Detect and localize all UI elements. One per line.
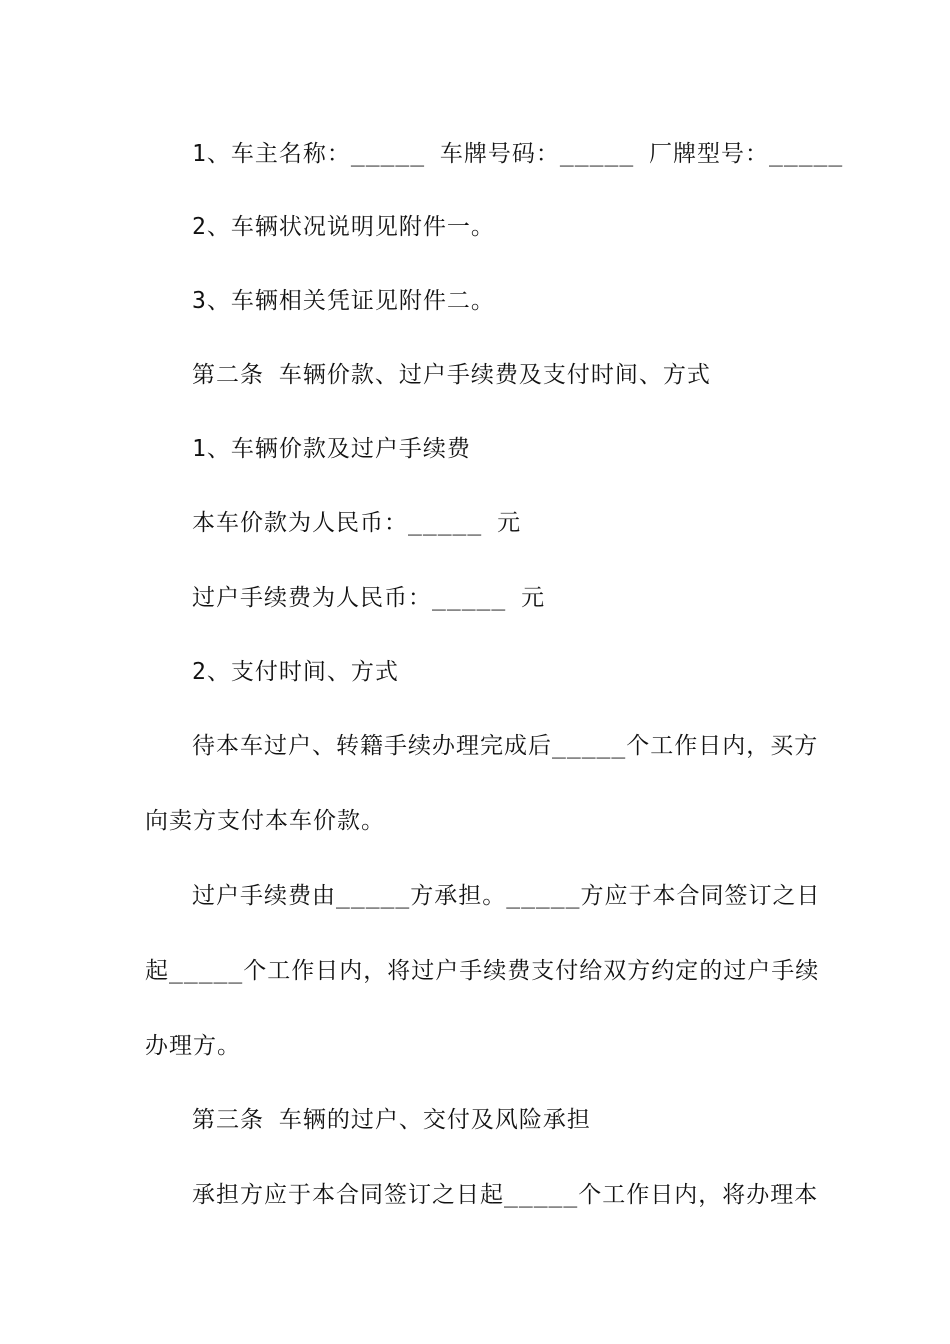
article-two-heading: 第二条 车辆价款、过户手续费及支付时间、方式	[192, 362, 711, 388]
vehicle-documents-line: 3、车辆相关凭证见附件二。	[192, 288, 495, 314]
article-three-heading: 第三条 车辆的过户、交付及风险承担	[192, 1107, 591, 1133]
payment-paragraph-line-1: 待本车过户、转籍手续办理完成后_____个工作日内，买方	[192, 733, 819, 759]
payment-paragraph-line-2: 向卖方支付本车价款。	[145, 808, 385, 834]
payment-method-subheading: 2、支付时间、方式	[192, 659, 399, 685]
fee-paragraph-line-1: 过户手续费由_____方承担。_____方应于本合同签订之日	[192, 883, 821, 909]
fee-paragraph-line-2: 起_____个工作日内，将过户手续费支付给双方约定的过户手续	[145, 958, 820, 984]
transfer-fee-line: 过户手续费为人民币：_____ 元	[192, 585, 546, 611]
price-and-fee-subheading: 1、车辆价款及过户手续费	[192, 436, 471, 462]
transfer-paragraph-line-1: 承担方应于本合同签订之日起_____个工作日内，将办理本	[192, 1182, 819, 1208]
vehicle-price-line: 本车价款为人民币：_____ 元	[192, 510, 522, 536]
fee-paragraph-line-3: 办理方。	[145, 1033, 241, 1059]
vehicle-owner-info-line: 1、车主名称：_____ 车牌号码：_____ 厂牌型号：_____	[192, 141, 844, 167]
vehicle-condition-line: 2、车辆状况说明见附件一。	[192, 214, 495, 240]
